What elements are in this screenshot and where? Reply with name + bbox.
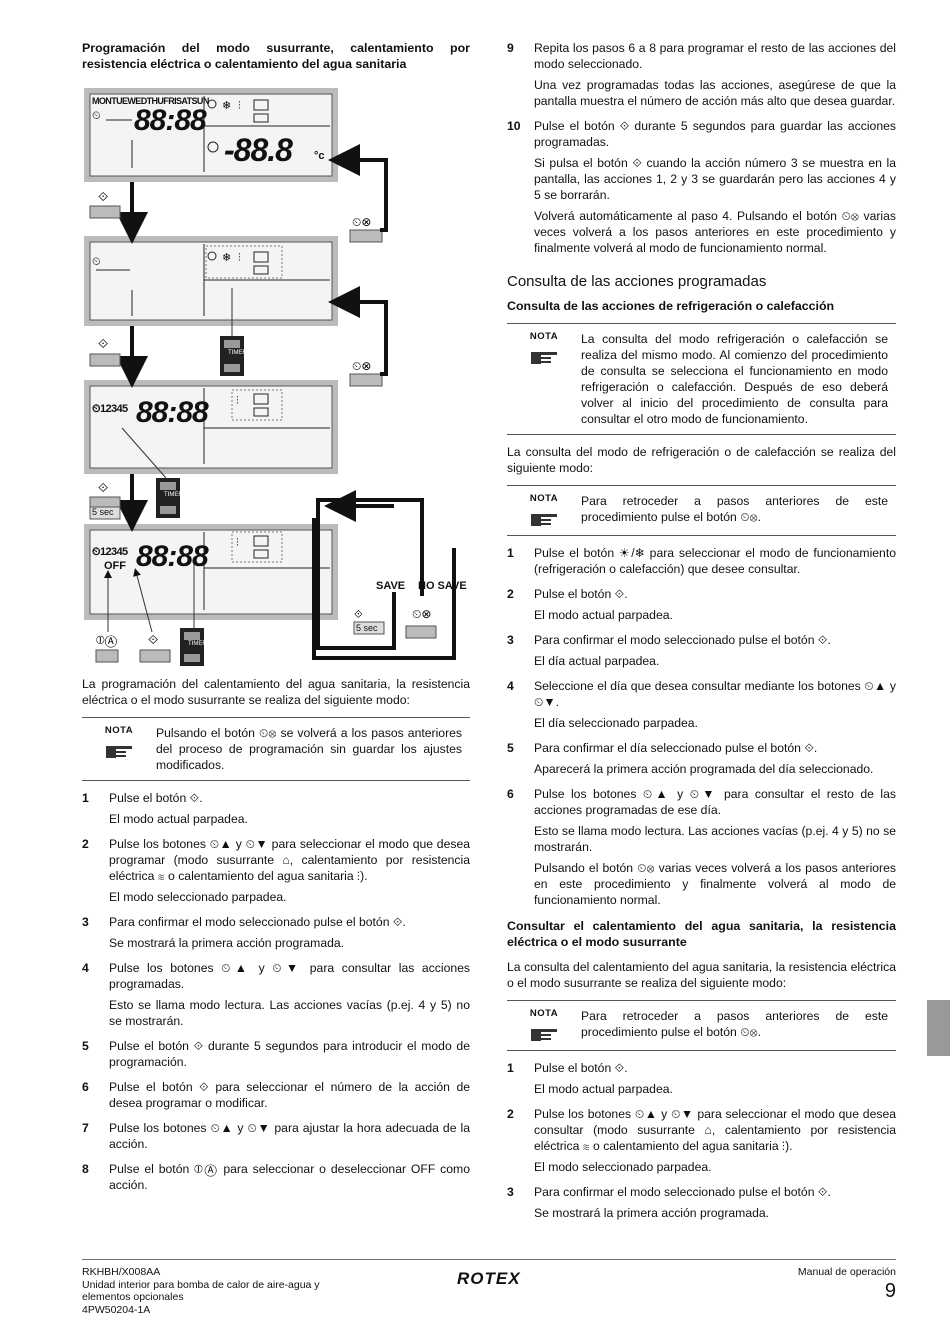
step-number: 8 <box>82 1162 89 1176</box>
step-text: Pulse los botones ⏲▲ y ⏲▼ para consultar el resto de las acciones programadas de ese día. <box>534 787 896 817</box>
svg-text:⏲⊗: ⏲⊗ <box>412 607 432 621</box>
step-body <box>534 1106 896 1175</box>
step-text: Se mostrará la primera acción programada. <box>109 936 345 950</box>
step-body <box>534 545 896 577</box>
note-text-1: La consulta del modo refrigeración o calefacción se realiza del mismo modo. Al comienzo del procedimiento de consulta se selecciona el funcionamiento en modo refrigeración o calefacción. Después de eso deberá volver al inicio del procedimiento de consulta para consultar el otro modo de funcionamiento. <box>581 332 888 426</box>
lcd4-time: 88:88 <box>136 540 208 573</box>
step-text: Una vez programadas todas las acciones, asegúrese de que la pantalla muestra el número de acción más alto que desea guardar. <box>534 78 896 108</box>
note-text-3: Para retroceder a pasos anteriores de este procedimiento pulse el botón ⏲⊗. <box>581 1009 888 1039</box>
step-item <box>82 960 470 1029</box>
step-number: 4 <box>507 679 514 693</box>
step-body <box>534 740 896 777</box>
svg-text:⏲⊗: ⏲⊗ <box>352 215 372 229</box>
footer-manual: Manual de operación <box>797 1266 896 1278</box>
step-number: 6 <box>82 1080 89 1094</box>
pointing-hand-icon <box>529 510 559 528</box>
section-title: Consulta de las acciones programadas <box>507 273 767 290</box>
step-number: 1 <box>507 1061 514 1075</box>
step-number: 5 <box>82 1039 89 1053</box>
step-item <box>507 786 896 908</box>
step-text: Pulse los botones ⏲▲ y ⏲▼ para consultar las acciones programadas. <box>109 961 470 991</box>
step-body <box>109 960 470 1029</box>
step-number: 9 <box>507 41 514 55</box>
timer-label-3: TIMER <box>188 641 207 647</box>
lcd4-actions: ⏲12345 <box>92 546 128 558</box>
note-label: NOTA <box>104 725 134 736</box>
intro-paragraph: La programación del calentamiento del agua sanitaria, la resistencia eléctrica o el modo susurrante se realiza del siguiente modo: <box>82 677 470 707</box>
step-body <box>534 1184 896 1221</box>
lcd3-actions: ⏲12345 <box>92 403 128 415</box>
svg-text:❄: ❄ <box>222 99 232 112</box>
svg-text:⦶Ⓐ: ⦶Ⓐ <box>96 633 117 647</box>
chapter-tab-marker <box>927 1000 950 1056</box>
step-item <box>82 1038 470 1070</box>
step-body <box>109 790 470 827</box>
step-body <box>109 1120 470 1152</box>
note-label-2: NOTA <box>529 493 559 504</box>
right-steps-bottom <box>507 1060 896 1221</box>
step-text: Seleccione el día que desea consultar mediante los botones ⏲▲ y ⏲▼. <box>534 679 896 709</box>
footer-model: RKHBH/X008AA <box>82 1266 161 1278</box>
footer-desc-2: elementos opcionales <box>82 1291 184 1303</box>
left-column <box>82 40 470 1193</box>
step-number: 3 <box>82 915 89 929</box>
step-text: Para confirmar el modo seleccionado pulse el botón ⟐. <box>109 915 406 929</box>
step-item <box>507 740 896 777</box>
step-text: El modo actual parpadea. <box>534 608 673 622</box>
step-body <box>534 632 896 669</box>
step-body <box>534 586 896 623</box>
step-number: 10 <box>507 119 521 133</box>
step-text: Se mostrará la primera acción programada. <box>534 1206 770 1220</box>
step-text: Pulse el botón ⦶Ⓐ para seleccionar o deseleccionar OFF como acción. <box>109 1162 470 1192</box>
svg-text:⫶: ⫶ <box>236 394 239 407</box>
step-text: Pulse los botones ⏲▲ y ⏲▼ para seleccionar el modo que desea consultar (modo susurrante ⌂, calentamiento por resistencia eléctrica ≋ o calentamiento del agua sanitaria ⫶). <box>534 1107 896 1153</box>
step-text: Pulse el botón ⟐. <box>109 791 203 805</box>
svg-text:⫶: ⫶ <box>236 536 239 549</box>
step-body <box>109 1038 470 1070</box>
lcd1-time: 88:88 <box>134 104 206 137</box>
step-text: El modo seleccionado parpadea. <box>109 890 287 904</box>
step-number: 2 <box>507 1107 514 1121</box>
pointing-hand-icon <box>104 742 134 760</box>
section-heading: Programación del modo susurrante, calentamiento por resistencia eléctrica o calentamiento del agua sanitaria <box>82 41 470 71</box>
step-body <box>534 786 896 908</box>
step-text: Si pulsa el botón ⟐ cuando la acción número 3 se muestra en la pantalla, las acciones 1, 2 y 3 se guardarán pero las acciones 4 y 5 se borrarán. <box>534 156 896 202</box>
right-steps-top <box>507 40 896 256</box>
no-save-label: NO SAVE <box>418 580 467 592</box>
svg-text:⟐: ⟐ <box>98 190 109 205</box>
step-text: El modo seleccionado parpadea. <box>534 1160 712 1174</box>
step-body <box>109 1161 470 1193</box>
five-sec-label-save: 5 sec <box>356 623 378 633</box>
step-item <box>507 586 896 623</box>
step-body <box>534 118 896 256</box>
note-label-3: NOTA <box>529 1008 559 1019</box>
step-text: Volverá automáticamente al paso 4. Pulsando el botón ⏲⊗ varias veces volverá a los pasos anteriores en este procedimiento y finalmente volverá al modo de funcionamiento normal. <box>534 209 896 255</box>
step-number: 2 <box>507 587 514 601</box>
step-item <box>507 632 896 669</box>
svg-text:⟐: ⟐ <box>354 608 363 621</box>
step-text: Pulse los botones ⏲▲ y ⏲▼ para ajustar la hora adecuada de la acción. <box>109 1121 470 1151</box>
save-label: SAVE <box>376 580 406 592</box>
step-text: Para confirmar el día seleccionado pulse el botón ⟐. <box>534 741 818 755</box>
step-number: 7 <box>82 1121 89 1135</box>
step-number: 3 <box>507 633 514 647</box>
note-text-2: Para retroceder a pasos anteriores de este procedimiento pulse el botón ⏲⊗. <box>581 494 888 524</box>
subsection-heading-2: Consultar el calentamiento del agua sanitaria, la resistencia eléctrica o el modo susurrante <box>507 919 896 949</box>
step-text: Para confirmar el modo seleccionado pulse el botón ⟐. <box>534 633 831 647</box>
step-text: Pulsando el botón ⏲⊗ varias veces volverá a los pasos anteriores en este procedimiento y finalmente volverá al modo de funcionamiento normal. <box>534 861 896 907</box>
step-body <box>109 836 470 905</box>
right-steps-mid <box>507 545 896 908</box>
step-text: Aparecerá la primera acción programada del día seleccionado. <box>534 762 874 776</box>
footer-desc-1: Unidad interior para bomba de calor de aire-agua y <box>82 1278 320 1291</box>
step-text: Pulse el botón ⟐ durante 5 segundos para guardar las acciones programadas. <box>534 119 896 149</box>
step-body <box>109 1079 470 1111</box>
pointing-hand-icon <box>529 1025 559 1043</box>
step-text: Pulse los botones ⏲▲ y ⏲▼ para seleccionar el modo que desea programar (modo susurrante ⌂, calentamiento por resistencia eléctrica ≋ o calentamiento del agua sanitaria ⫶). <box>109 837 470 883</box>
note-box-2 <box>507 485 896 536</box>
lcd3-time: 88:88 <box>136 396 208 429</box>
diagram-svg <box>82 88 470 666</box>
step-item <box>507 545 896 577</box>
timer-label-1: TIMER <box>228 350 247 356</box>
timer-label-2: TIMER <box>164 492 183 498</box>
step-text: El día actual parpadea. <box>534 654 660 668</box>
note-box-1 <box>507 323 896 435</box>
step-item <box>82 1120 470 1152</box>
step-number: 5 <box>507 741 514 755</box>
footer-right <box>798 1266 896 1303</box>
step-item <box>82 790 470 827</box>
step-text: Para confirmar el modo seleccionado pulse el botón ⟐. <box>534 1185 831 1199</box>
step-item <box>82 836 470 905</box>
step-body <box>534 40 896 109</box>
step-text: Pulse el botón ⟐. <box>534 587 628 601</box>
step-number: 6 <box>507 787 514 801</box>
step-body <box>534 1060 896 1097</box>
step-text: Esto se llama modo lectura. Las acciones vacías (p.ej. 4 y 5) no se mostrarán. <box>109 998 470 1028</box>
note-box <box>82 717 470 781</box>
svg-text:⫶: ⫶ <box>238 251 241 264</box>
step-item <box>507 1184 896 1221</box>
step-number: 1 <box>507 546 514 560</box>
lcd3-action-numbers: 12345 <box>99 403 128 415</box>
subsection-heading-1: Consulta de las acciones de refrigeración o calefacción <box>507 299 835 313</box>
step-number: 4 <box>82 961 89 975</box>
pointing-hand-icon <box>529 348 559 366</box>
lcd1-clock-icon: ⏲ <box>92 110 101 122</box>
step-item <box>507 1106 896 1175</box>
note-box-3 <box>507 1000 896 1051</box>
svg-text:⟐: ⟐ <box>148 633 159 648</box>
step-number: 2 <box>82 837 89 851</box>
paragraph-1: La consulta del modo de refrigeración o de calefacción se realiza del siguiente modo: <box>507 445 896 475</box>
lcd1-unit: °c <box>314 150 325 162</box>
svg-text:⟐: ⟐ <box>98 481 109 496</box>
step-text: El día seleccionado parpadea. <box>534 716 698 730</box>
footer-code: 4PW50204-1A <box>82 1303 151 1316</box>
step-text: Pulse el botón ⟐. <box>534 1061 628 1075</box>
five-sec-label-left: 5 sec <box>92 507 114 517</box>
step-item <box>82 1079 470 1111</box>
step-text: El modo actual parpadea. <box>109 812 248 826</box>
rotex-logo: ROTEX <box>457 1269 521 1288</box>
left-steps-list <box>82 790 470 1193</box>
footer-left <box>82 1266 320 1316</box>
note-label-1: NOTA <box>529 331 559 342</box>
step-item <box>507 118 896 256</box>
paragraph-2: La consulta del calentamiento del agua sanitaria, la resistencia eléctrica o el modo susurrante se realiza del siguiente modo: <box>507 960 896 990</box>
lcd1-days: MONTUEWEDTHUFRISATSUN <box>92 96 209 106</box>
step-text: Repita los pasos 6 a 8 para programar el resto de las acciones del modo seleccionado. <box>534 41 896 71</box>
note-text: Pulsando el botón ⏲⊗ se volverá a los pasos anteriores del proceso de programación sin guardar los ajustes modificados. <box>156 726 462 772</box>
right-column <box>507 40 896 1221</box>
step-item <box>507 40 896 109</box>
step-text: Esto se llama modo lectura. Las acciones vacías (p.ej. 4 y 5) no se mostrarán. <box>534 824 896 854</box>
page-number: 9 <box>884 1280 896 1302</box>
step-text: Pulse el botón ☀/❄ para seleccionar el modo de funcionamiento (refrigeración o calefacción) que desee consultar. <box>534 546 896 576</box>
step-text: Pulse el botón ⟐ para seleccionar el número de la acción de desea programar o modificar. <box>109 1080 470 1110</box>
svg-text:⫶: ⫶ <box>238 99 241 112</box>
step-text: Pulse el botón ⟐ durante 5 segundos para introducir el modo de programación. <box>109 1039 470 1069</box>
step-number: 3 <box>507 1185 514 1199</box>
step-text: El modo actual parpadea. <box>534 1082 673 1096</box>
step-body <box>534 678 896 731</box>
svg-text:❄: ❄ <box>222 251 232 264</box>
lcd1-temp: -88.8 <box>224 132 292 168</box>
step-item <box>82 914 470 951</box>
step-item <box>507 1060 896 1097</box>
step-item <box>507 678 896 731</box>
lcd4-action-numbers: 12345 <box>99 546 128 558</box>
page-footer <box>82 1259 896 1316</box>
lcd4-off: OFF <box>104 560 126 572</box>
step-item <box>82 1161 470 1193</box>
lcd2-clock-icon: ⏲ <box>92 256 101 268</box>
programming-diagram <box>82 88 470 666</box>
svg-text:⟐: ⟐ <box>98 337 109 352</box>
svg-text:⏲⊗: ⏲⊗ <box>352 359 372 373</box>
note-label-block <box>82 725 156 773</box>
step-body <box>109 914 470 951</box>
step-number: 1 <box>82 791 89 805</box>
